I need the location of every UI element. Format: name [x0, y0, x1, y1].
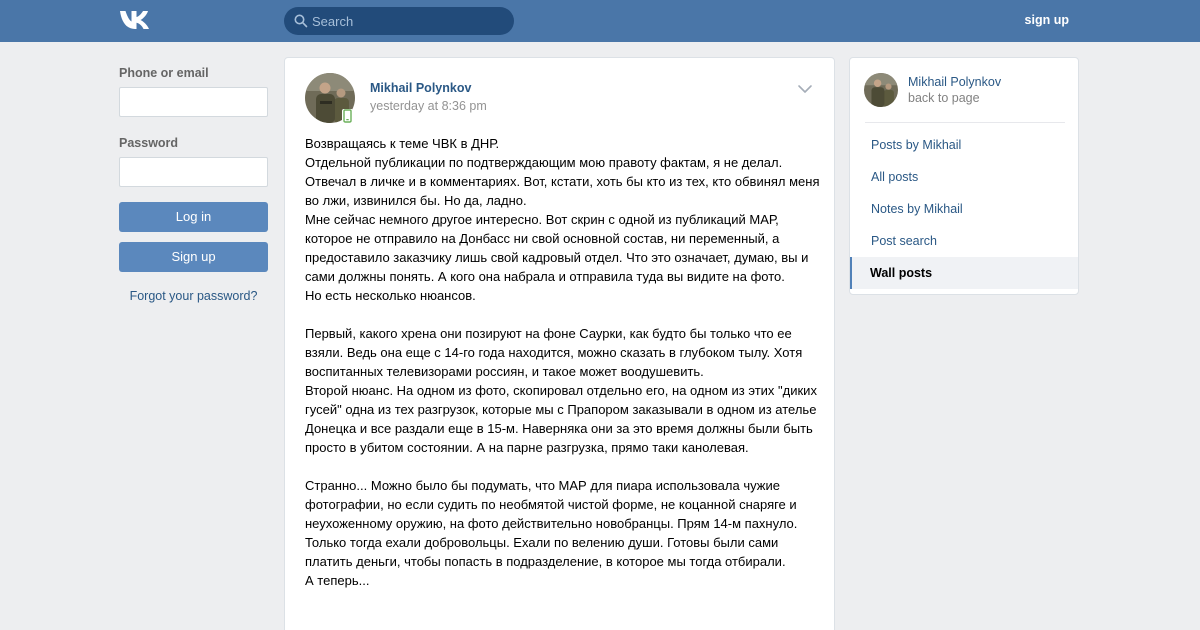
search-input[interactable] [312, 7, 507, 35]
post-paragraph: Странно... Можно было бы подумать, что МАР для пиара использовала чужие фотографии, но если судить по необмятой чистой форме, не коцанной снаряге и неухоженному оружию, на фото действительно новобранцы. Прям 14-м пахнуло. [305, 478, 798, 531]
chevron-down-icon[interactable] [797, 84, 813, 94]
password-input[interactable] [119, 157, 268, 187]
post-paragraph: Отдельной публикации по подтверждающим мою правоту фактам, я не делал. Отвечал в личке и в комментариях. Вот, кстати, хоть бы кто из тех, кто обвинял меня во лжи, извинился бы. Но да, ладно. [305, 155, 820, 208]
post-paragraph: Возвращаясь к теме ЧВК в ДНР. [305, 136, 500, 151]
post-paragraph: Второй нюанс. На одном из фото, скопировал отдельно его, на одном из этих "диких гусей" одна из тех разгрузок, которые мы с Прапором заказывали в одном из ателье Донецка и все раздали еще в 15-м. Наверняка они за это время должны были быть просто в убитом состоянии. А на парне разгрузка, прямо таки канолевая. [305, 383, 817, 455]
profile-sidebar [849, 57, 1079, 295]
sidebar-item-posts-by-mikhail[interactable]: Posts by Mikhail [871, 138, 962, 152]
post-paragraph: А теперь... [305, 573, 370, 588]
sidebar-item-post-search[interactable]: Post search [871, 234, 938, 248]
search-box[interactable] [284, 7, 514, 35]
paragraph-gap [305, 457, 820, 476]
post-timestamp[interactable]: yesterday at 8:36 pm [370, 99, 487, 113]
sidebar-menu [850, 129, 1078, 289]
back-to-page-link[interactable]: back to page [908, 91, 980, 105]
sidebar-profile-name[interactable]: Mikhail Polynkov [908, 75, 1002, 89]
paragraph-gap [305, 305, 820, 324]
vk-logo-icon[interactable] [119, 9, 153, 31]
sidebar-item-all-posts[interactable]: All posts [871, 170, 919, 184]
post-paragraph: Первый, какого хрена они позируют на фоне Саурки, как будто бы только что ее взяли. Ведь она еще с 14-го года находится, можно сказать в глубоком тылу. Хотя воспитанных телевизорами россиян, и такое может воодушевить. [305, 326, 803, 379]
post-paragraph: Но есть несколько нюансов. [305, 288, 476, 303]
password-label: Password [119, 136, 179, 150]
phone-label: Phone or email [119, 66, 209, 80]
login-form [119, 66, 268, 303]
sidebar-item-wall-posts[interactable]: Wall posts [850, 257, 1078, 289]
post-paragraph: Только тогда ехали добровольцы. Ехали по велению души. Готовы были сами платить деньги, чтобы попасть в подразделение, в которое мы тогда отбирали. [305, 535, 786, 569]
sidebar-avatar[interactable] [864, 73, 898, 107]
login-button[interactable]: Log in [119, 202, 268, 232]
phone-input[interactable] [119, 87, 268, 117]
divider [865, 122, 1065, 123]
top-bar [0, 0, 1200, 42]
post-paragraph: Мне сейчас немного другое интересно. Вот скрин с одной из публикаций МАР, которое не отправило на Донбасс ни свой основной состав, ни переменный, а предоставило заказчику лишь свой кадровый отдел. Что это означает, думаю, вы и сами должны понять. А кого она набрала и отправила туда вы видите на фото. [305, 212, 809, 284]
header-signup-link[interactable]: sign up [1024, 13, 1069, 27]
forgot-password-link[interactable]: Forgot your password? [129, 289, 258, 303]
signup-button[interactable]: Sign up [119, 242, 268, 272]
mobile-icon [342, 109, 353, 123]
wall-post [284, 57, 835, 630]
search-icon [294, 14, 308, 28]
post-text [305, 134, 820, 590]
sidebar-item-notes[interactable]: Notes by Mikhail [871, 202, 963, 216]
post-author-name[interactable]: Mikhail Polynkov [370, 81, 472, 95]
